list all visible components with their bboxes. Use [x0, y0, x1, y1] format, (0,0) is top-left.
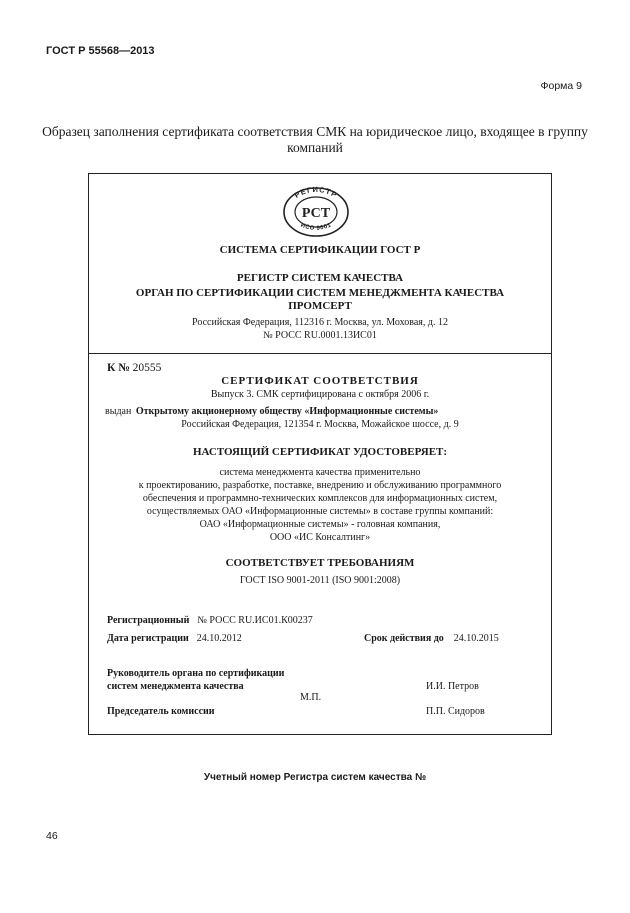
registration-value: № РОСС RU.ИС01.К00237 — [197, 615, 313, 626]
head-label-line-2: систем менеджмента качества — [107, 681, 244, 692]
scope-line: осуществляемых ОАО «Информационные системы» в составе группы компаний: — [146, 506, 494, 517]
scope-line: ОАО «Информационные системы» - головная компания, — [199, 519, 441, 530]
issued-address: Российская Федерация, 121354 г. Москва, Можайское шоссе, д. 9 — [181, 419, 459, 430]
head-label-line-1: Руководитель органа по сертификации — [107, 668, 285, 679]
valid-label: Срок действия до — [364, 633, 444, 644]
form-number: Форма 9 — [540, 80, 582, 92]
registration-label: Регистрационный — [107, 615, 190, 626]
certificate-number-label: К № — [107, 362, 130, 374]
document-code: ГОСТ Р 55568—2013 — [46, 45, 155, 57]
date-value: 24.10.2012 — [196, 633, 242, 644]
page-caption: Образец заполнения сертификата соответствия СМК на юридическое лицо, входящее в группу компаний — [42, 124, 588, 155]
certificate-title: СЕРТИФИКАТ СООТВЕТСТВИЯ — [221, 375, 419, 387]
body-title-line-2: ПРОМСЕРТ — [288, 300, 352, 312]
valid-row — [364, 628, 499, 646]
page-number: 46 — [46, 830, 58, 842]
body-reg-number: № РОСС RU.0001.13ИС01 — [263, 330, 377, 341]
stamp-place: М.П. — [300, 692, 322, 703]
date-label: Дата регистрации — [107, 633, 189, 644]
register-note: Учетный номер Регистра систем качества № — [203, 772, 427, 783]
certifies-title: НАСТОЯЩИЙ СЕРТИФИКАТ УДОСТОВЕРЯЕТ: — [192, 446, 448, 458]
registry-title: РЕГИСТР СИСТЕМ КАЧЕСТВА — [236, 272, 404, 284]
standard: ГОСТ ISO 9001-2011 (ISO 9001:2008) — [239, 575, 401, 586]
rst-logo — [282, 186, 350, 238]
issued-to: Открытому акционерному обществу «Информационные системы» — [135, 406, 439, 417]
scope-line: система менеджмента качества применительно — [219, 467, 421, 478]
certificate-number-value: 20555 — [132, 362, 162, 374]
logo-top-text: РЕГИСТР — [292, 186, 340, 200]
registration-row — [107, 610, 313, 628]
scope-line: к проектированию, разработке, поставке, внедрению и обслуживанию программного — [138, 480, 502, 491]
valid-value: 24.10.2015 — [453, 633, 499, 644]
head-name: И.И. Петров — [426, 681, 479, 692]
certificate-divider — [88, 353, 552, 354]
logo-mark-text: РСТ — [301, 206, 331, 221]
issued-label: выдан — [105, 406, 132, 417]
chair-label: Председатель комиссии — [107, 706, 215, 717]
issue-line: Выпуск 3. СМК сертифицирована с октября 2006 г. — [210, 389, 430, 400]
body-title-line-1: ОРГАН ПО СЕРТИФИКАЦИИ СИСТЕМ МЕНЕДЖМЕНТА КАЧЕСТВА — [135, 287, 505, 299]
logo-bottom-text: ИСО 9001 — [299, 222, 333, 232]
issued-to-line — [105, 406, 545, 417]
complies-title: СООТВЕТСТВУЕТ ТРЕБОВАНИЯМ — [225, 557, 415, 569]
chair-name: П.П. Сидоров — [426, 706, 485, 717]
svg-text:ИСО 9001 — [300, 222, 333, 231]
scope-line: обеспечения и программно-технических комплексов для информационных систем, — [142, 493, 498, 504]
scope-line: ООО «ИС Консалтинг» — [269, 532, 371, 543]
date-row — [107, 628, 242, 646]
system-title: СИСТЕМА СЕРТИФИКАЦИИ ГОСТ Р — [219, 244, 421, 256]
svg-text:РЕГИСТР — [293, 186, 340, 200]
certificate-number — [107, 362, 161, 374]
body-address: Российская Федерация, 112316 г. Москва, ул. Моховая, д. 12 — [192, 317, 448, 328]
